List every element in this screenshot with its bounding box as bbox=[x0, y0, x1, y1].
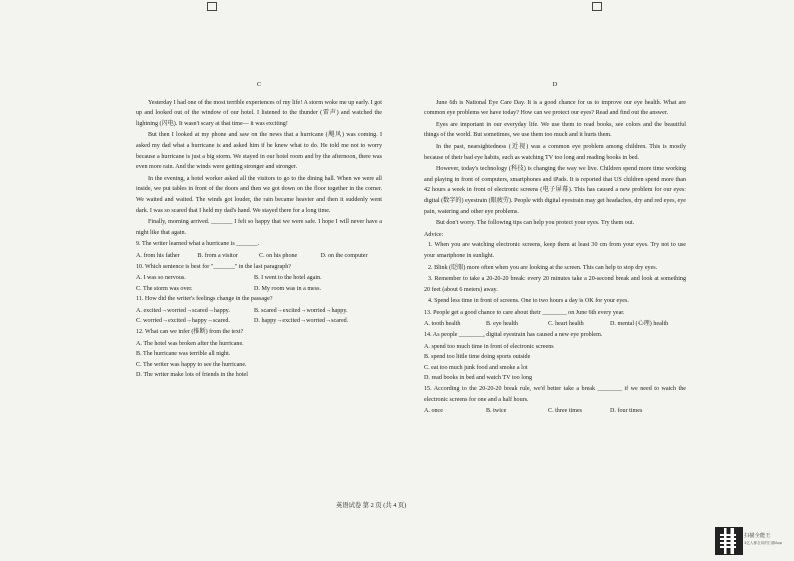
passage-d-column bbox=[424, 80, 686, 417]
answer-option: C. three times bbox=[548, 408, 583, 415]
answer-option-row bbox=[424, 406, 686, 417]
passage-body bbox=[136, 98, 382, 239]
question-stem: 14. As people ________, digital eyestrain has caused a new eye problem. bbox=[424, 332, 603, 339]
registration-mark bbox=[207, 2, 217, 11]
answer-option: C. worried→excited→happy→scared. bbox=[136, 318, 230, 325]
answer-option: C. eat too much junk food and smoke a lot bbox=[424, 364, 528, 371]
passage-paragraph: Finally, morning arrived. _______ I felt so happy that we were safe. I hope I will never have a night like that again. bbox=[136, 219, 382, 236]
answer-option: D. read books in bed and watch TV too long bbox=[424, 375, 533, 382]
answer-option: A. excited→worried→scared→happy. bbox=[136, 307, 230, 314]
passage-paragraph: In the evening, a hotel worker asked all the visitors to go to the dining hall. When we were all inside, we put tables in front of the doors and then we got down on the floor together in the corner. We waited and waited. The winds got louder, the rain became heavier and then it suddenly went dark. I was so scared that I held my dad's hand. We stayed there for a long time. bbox=[136, 175, 382, 214]
answer-option: A. I was so nervous. bbox=[136, 275, 186, 282]
answer-option: B. eye health bbox=[486, 321, 518, 328]
scanner-app-tagline: 3亿人都在用的扫描App bbox=[744, 541, 783, 545]
advice-item: 1. When you are watching electronic screens, keep them at least 30 cm from your eyes. Try not to use your smartphone in sunlight. bbox=[424, 242, 686, 259]
answer-option-row bbox=[424, 319, 686, 330]
answer-option: C. heart health bbox=[548, 321, 584, 328]
passage-paragraph: But don't worry. The following tips can help you protect your eyes. Try them out. bbox=[436, 220, 635, 227]
answer-option: B. The hurricane was terrible all night. bbox=[136, 351, 231, 358]
answer-option: B. spend too little time doing sports outside bbox=[424, 354, 531, 361]
passage-body bbox=[424, 98, 686, 229]
passage-paragraph: Eyes are important in our everyday life. We use them to read books, see colors and the beautiful things of the world. But sometimes, we use them too much and it hurts them. bbox=[424, 121, 686, 139]
answer-option: D. happy→excited→worried→scared. bbox=[254, 318, 349, 325]
registration-mark bbox=[592, 2, 602, 11]
answer-option-row bbox=[136, 251, 382, 262]
answer-option: C. on his phone bbox=[259, 252, 298, 259]
answer-option: D. mental (心理) health bbox=[610, 321, 669, 328]
advice-label: Advice: bbox=[424, 231, 444, 238]
answer-option-row bbox=[136, 316, 382, 327]
answer-option-row bbox=[136, 273, 382, 284]
question-list bbox=[136, 239, 382, 381]
passage-heading: C bbox=[256, 81, 262, 88]
question-stem: 13. People get a good chance to care about their ________ on June 6th every year. bbox=[424, 309, 625, 316]
question-stem: 9. The writer learned what a hurricane is _______. bbox=[136, 241, 260, 248]
answer-option: B. from a visitor bbox=[197, 252, 238, 259]
advice-list bbox=[424, 240, 686, 307]
passage-paragraph: But then I looked at my phone and saw on the news that a hurricane (飓风) was coming. I asked my dad what a hurricane is and asked him if he knew what to do. He told me not to worry because a hurricane is just a big storm. We stayed in our hotel room and by the afternoon, there was even more rain. And the winds were getting stronger and stronger. bbox=[136, 132, 382, 171]
answer-option: B. scared→excited→worried→happy. bbox=[254, 307, 348, 314]
answer-option: B. I went to the hotel again. bbox=[254, 275, 322, 282]
answer-option: D. My room was in a mess. bbox=[254, 285, 322, 292]
answer-option: C. The storm was over. bbox=[136, 285, 193, 292]
scanner-logo bbox=[715, 527, 743, 555]
answer-option: A. spend too much time in front of electronic screens bbox=[424, 343, 554, 350]
passage-paragraph: However, today's technology (科技) is changing the way we live. Children spend more time working and playing in front of computers, smartphones and iPads. It is reported that US children spend more than 42 hours a week in front of electronic screens (电子屏幕). This has caused a new problem for our eyes: digital (数字的) eyestrain (眼疲劳). People with digital eyestrain may get headaches, dry and red eyes, eye pain, watering and other eye problems. bbox=[424, 166, 686, 215]
passage-paragraph: In the past, nearsightedness (近视) was a common eye problem among children. This is mostly because of their bad eye habits, such as watching TV too long and reading books in bed. bbox=[424, 143, 686, 161]
answer-option: D. four times bbox=[610, 408, 643, 415]
answer-option: A. once bbox=[424, 408, 443, 415]
answer-option: B. twice bbox=[486, 408, 507, 415]
answer-option: A. from his father bbox=[136, 252, 180, 259]
answer-option: C. The writer was happy to see the hurricane. bbox=[136, 361, 247, 368]
answer-option-row bbox=[136, 306, 382, 317]
question-list bbox=[424, 308, 686, 417]
answer-option: A. The hotel was broken after the hurricane. bbox=[136, 340, 244, 347]
passage-paragraph: June 6th is National Eye Care Day. It is a good chance for us to improve our eye health. What are common eye problems we have today? How can we protect our eyes? Read and find out the answer. bbox=[424, 99, 686, 117]
question-stem: 11. How did the writer's feelings change in the passage? bbox=[136, 296, 273, 303]
answer-option: A. tooth health bbox=[424, 321, 461, 328]
passage-c-column bbox=[136, 80, 382, 381]
advice-item: 2. Blink (眨眼) more often when you are looking at the screen. This can help to stop dry eyes. bbox=[428, 264, 658, 271]
question-stem: 12. What can we infer (推断) from the text? bbox=[136, 329, 244, 336]
passage-paragraph: Yesterday I had one of the most terrible experiences of my life! A storm woke me up early. I got up and looked out of the window of our hotel. I listened to the thunder (雷声) and watched the lightning (闪电). It wasn't scary at that time— it was exciting! bbox=[136, 99, 382, 127]
page-footer: 英语试卷 第 2 页 (共 4 页) bbox=[336, 502, 407, 509]
passage-heading: D bbox=[552, 81, 558, 88]
scanner-app-label: 扫描全能王 bbox=[744, 533, 771, 539]
question-stem: 10. Which sentence is best for "_______" in the last paragraph? bbox=[136, 263, 291, 270]
question-stem: 15. According to the 20-20-20 break rule, we'd better take a break ________ if we need to watch the electronic screens for one and a half hours. bbox=[424, 386, 686, 403]
advice-item: 4. Spend less time in front of screens. One to two hours a day is OK for your eyes. bbox=[428, 298, 629, 305]
answer-option: D. on the computer bbox=[320, 252, 368, 259]
advice-item: 3. Remember to take a 20-20-20 break: every 20 minutes take a 20-second break and look at something 20 feet (about 6 meters) away. bbox=[424, 276, 686, 293]
answer-option: D. The writer make lots of friends in the hotel bbox=[136, 372, 248, 379]
answer-option-row bbox=[136, 284, 382, 295]
